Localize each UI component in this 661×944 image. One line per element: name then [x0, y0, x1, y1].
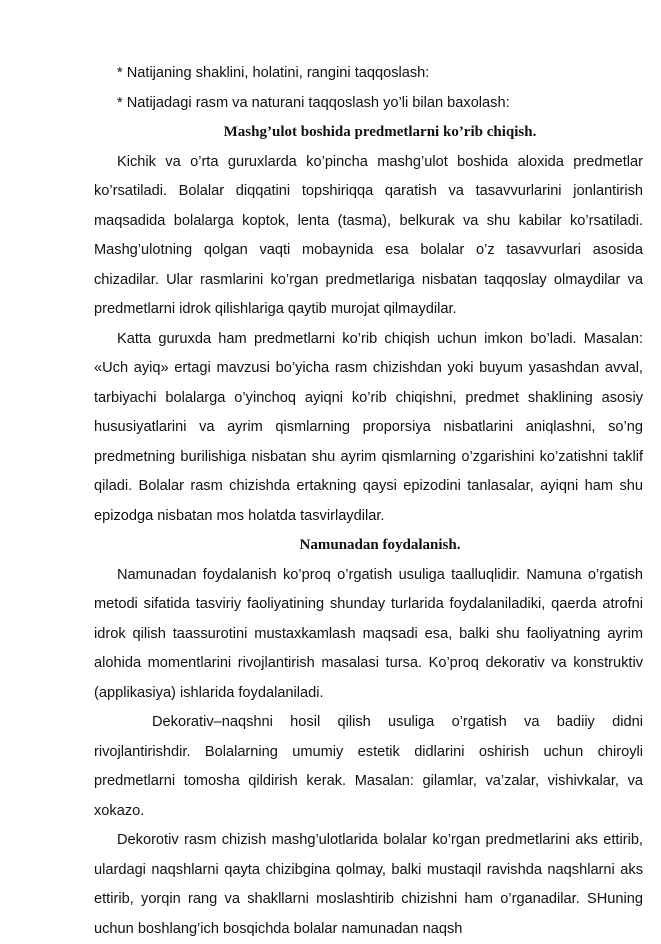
paragraph-older-group: Katta guruxda ham predmetlarni ko’rib chiqish uchun imkon bo’ladi. Masalan: «Uch ayiq» ertagi mavzusi bo’yicha rasm chizishdan yoki buyum yasashdan avval, tarbiyachi bolalarga o’yinchoq ayiqni ko’rib chiqishni, predmet shaklining asosiy hususiyatlarini va ayrim qismlarning proporsiya nisbatlarini aniqlashni, so’ng predmetning burilishiga nisbatan shu ayrim qismlarning o’zgarishini ko’zatishni taklif qiladi. Bolalar rasm chizishda ertakning qaysi epizodini tanlasalar, ayiqni ham shu epizodga nisbatan mos holatda tasvirlaydilar. [94, 330, 643, 524]
paragraph-decorative-drawing: Dekorotiv rasm chizish mashg’ulotlarida bolalar ko’rgan predmetlarini aks ettirib, ulardagi naqshlarni qayta chizibgina qolmay, balki mustaqil ravishda naqshlarni aks ettirib, yorqin rang va shakllarni moslashtirib chizishni ham o’rganadilar. SHuning uchun boshlang’ich bosqichda bolalar namunadan naqsh [94, 832, 643, 937]
section-heading-viewing-objects: Mashg’ulot boshida predmetlarni ko’rib chiqish. [223, 124, 537, 140]
paragraph-sample-method: Namunadan foydalanish ko’proq o’rgatish usuliga taalluqlidir. Namuna o’rgatish metodi sifatida tasviriy faoliyatining shunday turlarida foydalaniladiki, qaerda atrofni idrok qilish taassurotini mustaxkamlash maqsadi esa, balki shu faoliyatning ayrim alohida momentlarini rivojlantirish masalasi tursa. Ko’proq dekorativ va konstruktiv (applikasiya) ishlarida foydalaniladi. [94, 566, 643, 701]
bullet-compare-shape: * Natijaning shaklini, holatini, rangini taqqoslash: [117, 65, 430, 81]
document-body [94, 59, 643, 944]
paragraph-small-groups: Kichik va o’rta guruxlarda ko’pincha mashg’ulot boshida aloxida predmetlar ko’rsatiladi. Bolalar diqqatini topshiriqqa qaratish va tasavvurlarini jonlantirish maqsadida bolalarga koptok, lenta (tasma), belkurak va shu kabilar ko’rsatiladi. Mashg’ulotning qolgan vaqti mobaynida esa bolalar o’z tasavvurlari asosida chizadilar. Ular rasmlarini ko’rgan predmetlariga nisbatan taqqoslay olmaydilar va predmetlarni idrok qilishlariga qaytib murojat qilmaydilar. [94, 153, 643, 317]
paragraph-decorative-pattern: Dekorativ–naqshni hosil qilish usuliga o’rgatish va badiiy didni rivojlantirishdir. Bolalarning umumiy estetik didlarini oshirish uchun chiroyli predmetlarni tomosha qildirish kerak. Masalan: gilamlar, va’zalar, vishivkalar, va xokazo. [94, 714, 643, 819]
bullet-compare-nature: * Natijadagi rasm va naturani taqqoslash yo’li bilan baxolash: [117, 94, 510, 111]
section-heading-using-sample: Namunadan foydalanish. [299, 537, 461, 553]
